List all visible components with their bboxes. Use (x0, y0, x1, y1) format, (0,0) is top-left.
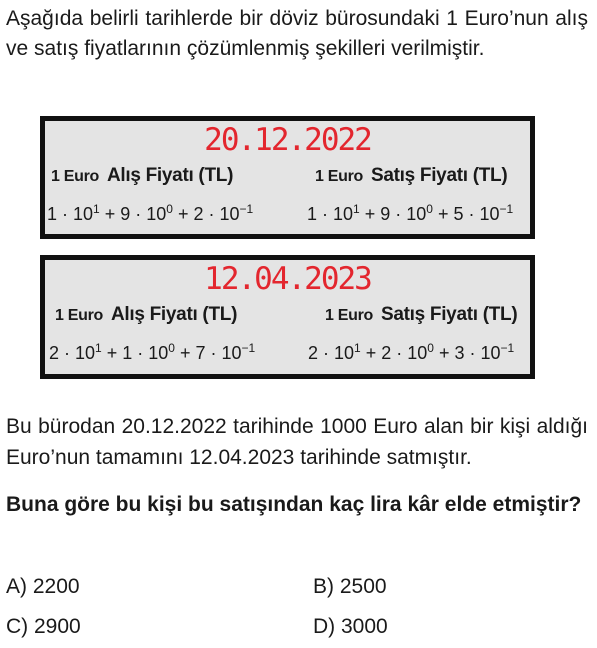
formula-term (193, 204, 253, 224)
plus-sign: + (172, 204, 194, 224)
plus-sign: + (101, 343, 123, 363)
term-exponent: 1 (354, 341, 361, 355)
option-c[interactable]: C) 2900 (6, 615, 81, 638)
term-coefficient: 2 · 10 (49, 343, 96, 363)
buy-header (55, 304, 237, 326)
option-d[interactable]: D) 3000 (313, 615, 388, 638)
term-coefficient: 3 · 10 (454, 343, 501, 363)
sell-formula (307, 204, 513, 225)
sell-header (325, 304, 517, 326)
term-coefficient: 9 · 10 (380, 204, 427, 224)
term-coefficient: 1 · 10 (122, 343, 169, 363)
formula-term (49, 343, 102, 363)
euro-label: 1 Euro (325, 307, 373, 324)
plus-sign: + (174, 343, 196, 363)
option-b[interactable]: B) 2500 (313, 575, 387, 598)
term-exponent: −1 (241, 341, 256, 355)
intro-text: Aşağıda belirli tarihlerde bir döviz bürosundaki 1 Euro’nun alış ve satış fiyatlarının çözümlenmiş şekilleri verilmiştir. (6, 7, 588, 60)
formula-term (454, 343, 514, 363)
term-coefficient: 2 · 10 (193, 204, 240, 224)
euro-label: 1 Euro (315, 168, 363, 185)
buy-header (51, 165, 233, 187)
euro-label: 1 Euro (51, 168, 99, 185)
term-exponent: 0 (168, 341, 175, 355)
plus-sign: + (433, 343, 455, 363)
euro-label: 1 Euro (55, 307, 103, 324)
formula-term (120, 204, 173, 224)
sell-header (315, 165, 507, 187)
question-prompt: Buna göre bu kişi bu satışından kaç lira kâr elde etmiştir? (6, 493, 582, 516)
buy-formula (47, 204, 253, 225)
term-exponent: 0 (166, 202, 173, 216)
formula-term (47, 204, 100, 224)
term-exponent: 0 (426, 202, 433, 216)
term-exponent: 1 (93, 202, 100, 216)
price-panel-2 (40, 255, 535, 379)
term-exponent: 1 (95, 341, 102, 355)
formula-term (195, 343, 255, 363)
term-coefficient: 5 · 10 (453, 204, 500, 224)
sell-label: Satış Fiyatı (TL) (371, 165, 508, 186)
sell-label: Satış Fiyatı (TL) (381, 304, 518, 325)
term-coefficient: 9 · 10 (120, 204, 167, 224)
plus-sign: + (360, 343, 382, 363)
formula-term (122, 343, 175, 363)
term-coefficient: 2 · 10 (381, 343, 428, 363)
buy-label: Alış Fiyatı (TL) (111, 304, 238, 325)
panel-date: 12.04.2023 (204, 261, 371, 297)
buy-label: Alış Fiyatı (TL) (107, 165, 234, 186)
formula-term (380, 204, 433, 224)
buy-formula (49, 343, 255, 364)
plus-sign: + (432, 204, 454, 224)
sell-formula (308, 343, 514, 364)
formula-term (381, 343, 434, 363)
plus-sign: + (359, 204, 381, 224)
panel-date: 20.12.2022 (204, 122, 371, 158)
term-coefficient: 7 · 10 (195, 343, 242, 363)
term-coefficient: 1 · 10 (47, 204, 94, 224)
option-a[interactable]: A) 2200 (6, 575, 80, 598)
term-exponent: −1 (499, 202, 514, 216)
term-exponent: −1 (500, 341, 515, 355)
plus-sign: + (99, 204, 121, 224)
term-exponent: 1 (353, 202, 360, 216)
term-exponent: 0 (427, 341, 434, 355)
formula-term (307, 204, 360, 224)
formula-term (308, 343, 361, 363)
price-panel-1 (40, 116, 535, 239)
term-coefficient: 1 · 10 (307, 204, 354, 224)
question-text: Bu bürodan 20.12.2022 tarihinde 1000 Euro alan bir kişi aldığı Euro’nun tamamını 12.04.2023 tarihinde satmıştır. (6, 415, 588, 469)
term-exponent: −1 (239, 202, 254, 216)
formula-term (453, 204, 513, 224)
term-coefficient: 2 · 10 (308, 343, 355, 363)
